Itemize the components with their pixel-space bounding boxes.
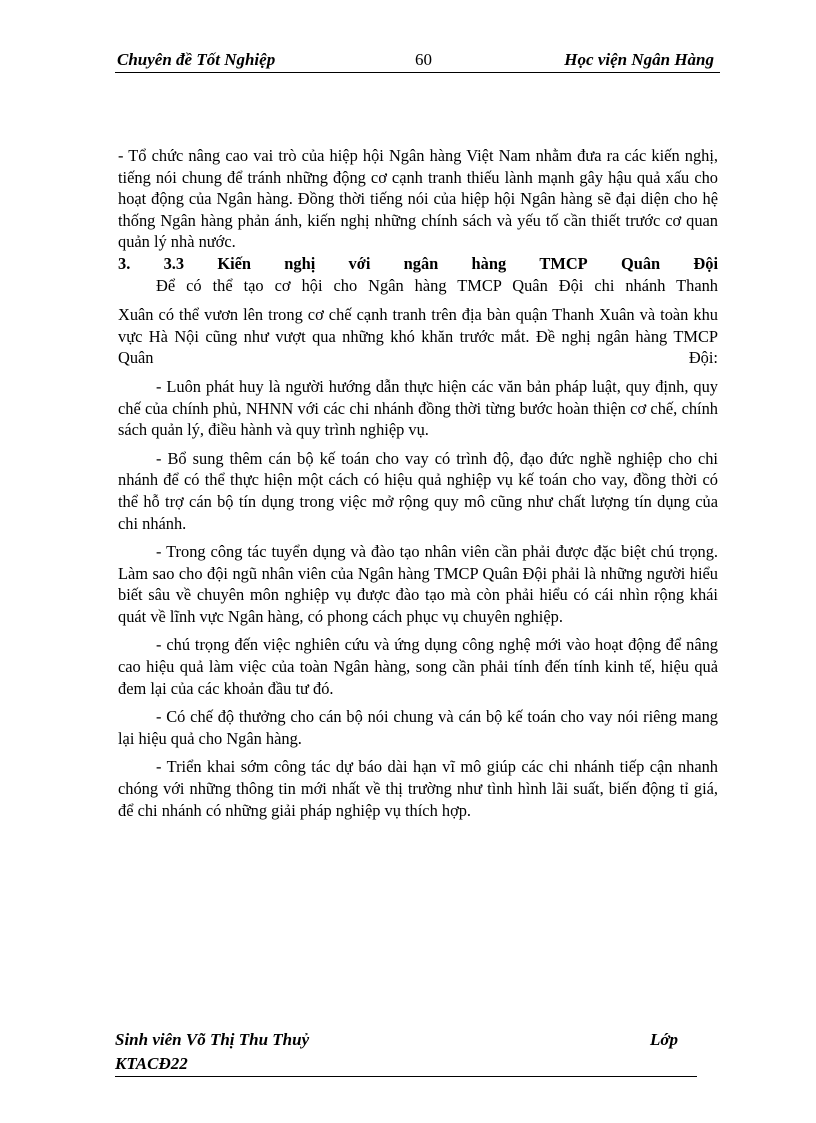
header-title: Chuyên đề Tốt Nghiệp [117, 50, 276, 69]
heading-word: Kiến [217, 253, 252, 273]
page-number: 60 [415, 50, 432, 69]
section-heading [118, 253, 718, 275]
paragraph-association: - Tổ chức nâng cao vai trò của hiệp hội Ngân hàng Việt Nam nhằm đưa ra các kiến nghị, tiếng nói chung để tránh những động cơ cạnh tranh thiếu lành mạnh gây hậu quả xấu cho hoạt động của Ngân hàng. Đồng thời tiếng nói của hiệp hội Ngân hàng sẽ đại diện cho hệ thống Ngân hàng phản ánh, kiến nghị những chính sách và yếu tố cần thiết trước cơ quan quản lý nhà nước. [118, 146, 718, 252]
heading-word: Quân [620, 253, 661, 273]
page-body [118, 145, 718, 821]
recommendation-4: - chú trọng đến việc nghiên cứu và ứng dụng công nghệ mới vào hoạt động để nâng cao hiệu quả làm việc của toàn Ngân hàng, song cần phải tính đến tính kinh tế, hiệu quả đem lại của các khoản đầu tư đó. [118, 635, 718, 698]
class-label: Lớp [650, 1030, 679, 1049]
heading-word: Đội [693, 253, 718, 273]
recommendation-6: - Triển khai sớm công tác dự báo dài hạn vĩ mô giúp các chi nhánh tiếp cận nhanh chóng với những thông tin mới nhất về thị trường như tình hình lãi suất, biến động tỉ giá, để chi nhánh có những giải pháp nghiệp vụ thích hợp. [118, 757, 718, 820]
page-header [115, 48, 720, 73]
heading-word: với [348, 253, 371, 273]
heading-word: TMCP [539, 253, 588, 273]
student-name: Sinh viên Võ Thị Thu Thuỷ [115, 1030, 310, 1049]
heading-word: 3. [118, 253, 131, 273]
recommendation-3: - Trong công tác tuyển dụng và đào tạo nhân viên cần phải được đặc biệt chú trọng. Làm sao cho đội ngũ nhân viên của Ngân hàng TMCP Quân Đội phải là những người hiểu biết sâu về chuyên môn nghiệp vụ được đào tạo mà còn phải hiểu có cái nhìn rộng khái quát về lĩnh vực Ngân hàng, có phong cách phục vụ chuyên nghiệp. [118, 542, 718, 626]
page-footer [115, 1028, 697, 1077]
paragraph-intro-rest: Xuân có thể vươn lên trong cơ chế cạnh tranh trên địa bàn quận Thanh Xuân và toàn khu vực Hà Nội cũng như vượt qua những khó khăn trước mắt. Đề nghị ngân hàng TMCP Quân Đội: [118, 305, 718, 368]
header-institution: Học viện Ngân Hàng [564, 50, 714, 69]
heading-word: nghị [284, 253, 316, 273]
recommendation-5: - Có chế độ thưởng cho cán bộ nói chung và cán bộ kế toán cho vay nói riêng mang lại hiệu quả cho Ngân hàng. [118, 707, 718, 748]
class-code: KTACĐ22 [115, 1054, 188, 1073]
recommendation-2: - Bổ sung thêm cán bộ kế toán cho vay có trình độ, đạo đức nghề nghiệp cho chi nhánh để có thể thực hiện một cách có hiệu quả nghiệp vụ kế toán cho vay, đồng thời có thể hỗ trợ cán bộ tín dụng trong việc mở rộng quy mô cũng như chất lượng tín dụng của chi nhánh. [118, 448, 718, 533]
recommendation-1: - Luôn phát huy là người hướng dẫn thực hiện các văn bản pháp luật, quy định, quy chế của chính phủ, NHNN với các chi nhánh đồng thời từng bước hoàn thiện cơ chế, chính sách quản lý, điều hành và quy trình nghiệp vụ. [118, 376, 718, 440]
paragraph-intro-line1: Để có thể tạo cơ hội cho Ngân hàng TMCP Quân Đội chi nhánh Thanh [156, 275, 718, 295]
heading-word: 3.3 [163, 253, 185, 273]
heading-word: ngân [403, 253, 439, 273]
heading-word: hàng [471, 253, 507, 273]
